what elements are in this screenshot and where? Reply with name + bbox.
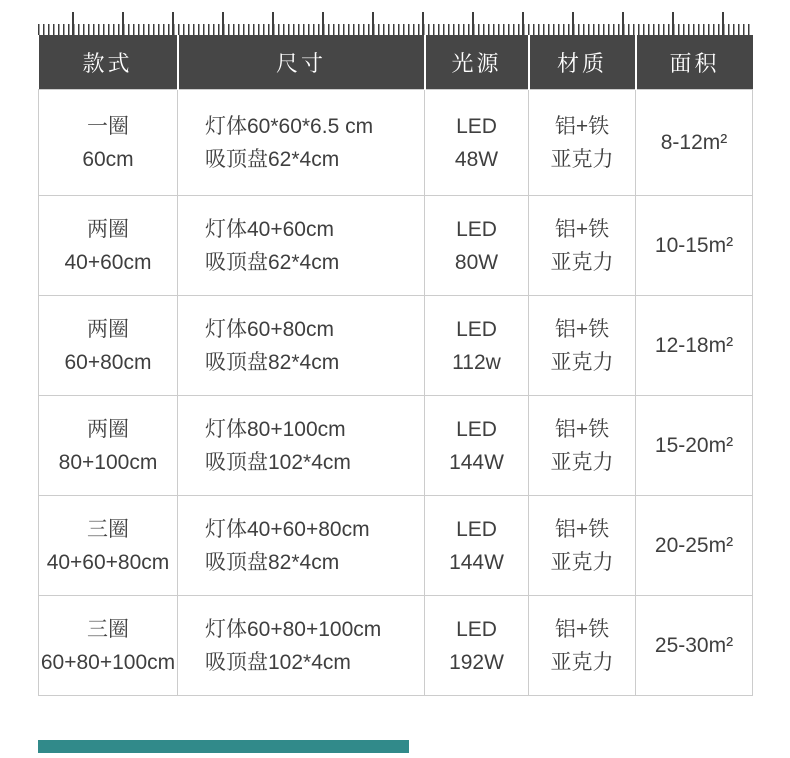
cell-size: [178, 296, 425, 396]
cell-line: 铝+铁: [554, 517, 610, 541]
cell-line: 铝+铁: [554, 417, 610, 441]
cell-material: [529, 396, 636, 496]
cell-line: 吸顶盘82*4cm: [205, 350, 340, 374]
cell-line: 吸顶盘82*4cm: [205, 550, 340, 574]
cell-line: LED: [456, 417, 497, 441]
cell-material: [529, 296, 636, 396]
cell-size: [178, 196, 425, 296]
cell-size: [178, 396, 425, 496]
cell-line: LED: [456, 217, 497, 241]
cell-light-source: [425, 596, 529, 696]
cell-style: [39, 596, 178, 696]
cell-material: [529, 596, 636, 696]
cell-line: 灯体60+80+100cm: [205, 617, 382, 641]
cell-line: 亚克力: [550, 450, 614, 474]
table-row: [39, 90, 753, 196]
cell-line: 112w: [452, 350, 501, 374]
col-header-style: 款式: [39, 35, 178, 90]
col-header-light-source: 光源: [425, 35, 529, 90]
cell-size: [178, 596, 425, 696]
col-header-material: 材质: [529, 35, 636, 90]
cell-area: 10-15m²: [636, 196, 753, 296]
cell-area: 25-30m²: [636, 596, 753, 696]
table-row: [39, 396, 753, 496]
cell-light-source: [425, 496, 529, 596]
cell-line: LED: [456, 617, 497, 641]
cell-line: 三圈: [87, 517, 129, 541]
cell-line: LED: [456, 114, 497, 138]
cell-size: [178, 90, 425, 196]
cell-line: 灯体60+80cm: [205, 317, 334, 341]
col-header-size: 尺寸: [178, 35, 425, 90]
cell-style: [39, 196, 178, 296]
cell-light-source: [425, 296, 529, 396]
cell-style: [39, 496, 178, 596]
table-header-row: [39, 35, 753, 90]
cell-line: 亚克力: [550, 250, 614, 274]
cell-light-source: [425, 396, 529, 496]
cell-line: 两圈: [87, 317, 129, 341]
cell-line: 两圈: [87, 417, 129, 441]
cell-line: 灯体40+60cm: [205, 217, 334, 241]
cell-area: 15-20m²: [636, 396, 753, 496]
cell-line: 铝+铁: [554, 617, 610, 641]
table-row: [39, 196, 753, 296]
cell-line: 吸顶盘62*4cm: [205, 147, 340, 171]
cell-line: 铝+铁: [554, 217, 610, 241]
cell-line: 亚克力: [550, 650, 614, 674]
cell-line: 192W: [449, 650, 504, 674]
cell-line: LED: [456, 517, 497, 541]
cell-light-source: [425, 196, 529, 296]
cell-line: 60+80cm: [64, 350, 152, 374]
cell-line: 48W: [454, 147, 499, 171]
cell-line: 144W: [449, 450, 504, 474]
cell-line: 40+60cm: [64, 250, 152, 274]
cell-line: 吸顶盘102*4cm: [205, 450, 351, 474]
table-row: [39, 296, 753, 396]
cell-size: [178, 496, 425, 596]
cell-line: 两圈: [87, 217, 129, 241]
ruler-decoration: [38, 12, 752, 35]
cell-line: 灯体80+100cm: [205, 417, 346, 441]
cell-material: [529, 196, 636, 296]
cell-line: 铝+铁: [554, 317, 610, 341]
cell-area: 8-12m²: [636, 90, 753, 196]
cell-area: 12-18m²: [636, 296, 753, 396]
cell-line: 144W: [449, 550, 504, 574]
cell-style: [39, 296, 178, 396]
next-section-bar: [38, 740, 409, 753]
cell-line: 灯体60*60*6.5 cm: [205, 114, 374, 138]
cell-material: [529, 90, 636, 196]
cell-line: 亚克力: [550, 350, 614, 374]
cell-light-source: [425, 90, 529, 196]
cell-line: 灯体40+60+80cm: [205, 517, 370, 541]
table-row: [39, 496, 753, 596]
cell-line: 三圈: [87, 617, 129, 641]
cell-line: 60cm: [82, 147, 134, 171]
cell-line: 铝+铁: [554, 114, 610, 138]
spec-table: [38, 35, 753, 696]
cell-material: [529, 496, 636, 596]
cell-line: 亚克力: [550, 147, 614, 171]
cell-line: 吸顶盘102*4cm: [205, 650, 351, 674]
cell-line: 60+80+100cm: [40, 650, 176, 674]
cell-style: [39, 90, 178, 196]
cell-line: 一圈: [87, 114, 129, 138]
cell-line: 80+100cm: [58, 450, 158, 474]
table-row: [39, 596, 753, 696]
cell-line: 吸顶盘62*4cm: [205, 250, 340, 274]
col-header-area: 面积: [636, 35, 753, 90]
cell-area: 20-25m²: [636, 496, 753, 596]
cell-style: [39, 396, 178, 496]
cell-line: 40+60+80cm: [46, 550, 170, 574]
cell-line: 80W: [454, 250, 499, 274]
cell-line: 亚克力: [550, 550, 614, 574]
cell-line: LED: [456, 317, 497, 341]
